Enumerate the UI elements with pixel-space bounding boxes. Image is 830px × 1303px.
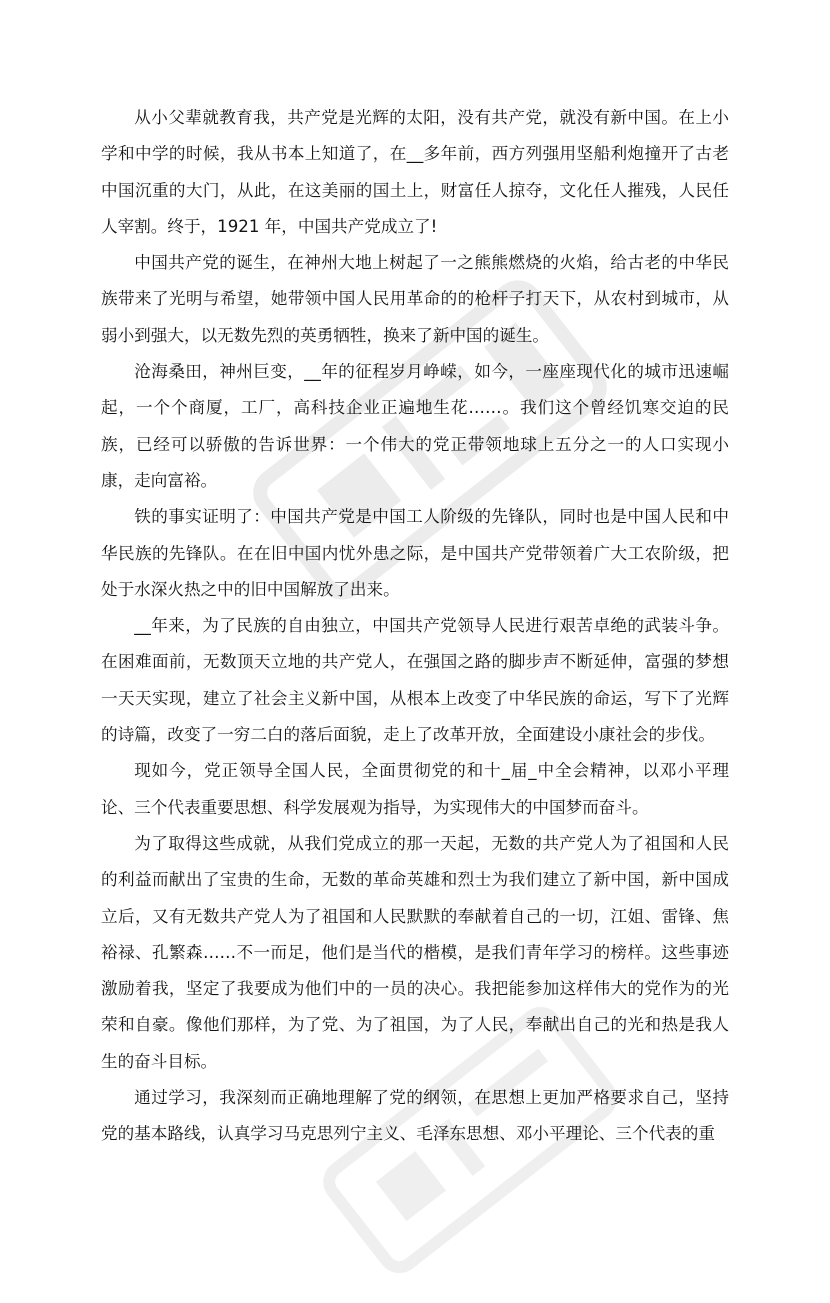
paragraph-1: 从小父辈就教育我，共产党是光辉的太阳，没有共产党，就没有新中国。在上小学和中学的时候，我从书本上知道了，在__多年前，西方列强用坚船利炮撞开了古老中国沉重的大门，从此，在这美丽的国土上，财富任人掠夺，文化任人摧残，人民任人宰割。终于，1921 年，中国共产党成立了! — [101, 108, 729, 236]
paragraph-3: 沧海桑田，神州巨变，__年的征程岁月峥嵘，如今，一座座现代化的城市迅速崛起，一个个商厦，工厂，高科技企业正遍地生花……。我们这个曾经饥寒交迫的民族，已经可以骄傲的告诉世界：一个伟大的党正带领地球上五分之一的人口实现小康，走向富裕。 — [101, 362, 729, 490]
paragraph-7: 为了取得这些成就，从我们党成立的那一天起，无数的共产党人为了祖国和人民的利益而献出了宝贵的生命，无数的革命英雄和烈士为我们建立了新中国，新中国成立后，又有无数共产党人为了祖国和人民默默的奉献着自己的一切，江姐、雷锋、焦裕禄、孔繁森……不一而足，他们是当代的楷模，是我们青年学习的榜样。这些事迹激励着我，坚定了我要成为他们中的一员的决心。我把能参加这样伟大的党作为的光荣和自豪。像他们那样，为了党、为了祖国，为了人民，奉献出自己的光和热是我人生的奋斗目标。 — [101, 833, 729, 1071]
paragraph-4: 铁的事实证明了：中国共产党是中国工人阶级的先锋队，同时也是中国人民和中华民族的先锋队。在在旧中国内忧外患之际，是中国共产党带领着广大工农阶级，把处于水深火热之中的旧中国解放了出来。 — [101, 507, 729, 599]
document-body — [101, 100, 729, 1153]
paragraph-2: 中国共产党的诞生，在神州大地上树起了一之熊熊燃烧的火焰，给古老的中华民族带来了光明与希望，她带领中国人民用革命的的枪杆子打天下，从农村到城市，从弱小到强大，以无数先烈的英勇牺牲，换来了新中国的诞生。 — [101, 253, 729, 345]
paragraph-6: 现如今，党正领导全国人民，全面贯彻党的和十_届_中全会精神，以邓小平理论、三个代表重要思想、科学发展观为指导，为实现伟大的中国梦而奋斗。 — [101, 761, 729, 817]
paragraph-8: 通过学习，我深刻而正确地理解了党的纲领，在思想上更加严格要求自己，坚持党的基本路线，认真学习马克思列宁主义、毛泽东思想、邓小平理论、三个代表的重 — [101, 1088, 729, 1144]
paragraph-5: __年来，为了民族的自由独立，中国共产党领导人民进行艰苦卓绝的武装斗争。在困难面前，无数顶天立地的共产党人，在强国之路的脚步声不断延伸，富强的梦想一天天实现，建立了社会主义新中国，从根本上改变了中华民族的命运，写下了光辉的诗篇，改变了一穷二白的落后面貌，走上了改革开放，全面建设小康社会的步伐。 — [101, 616, 729, 745]
